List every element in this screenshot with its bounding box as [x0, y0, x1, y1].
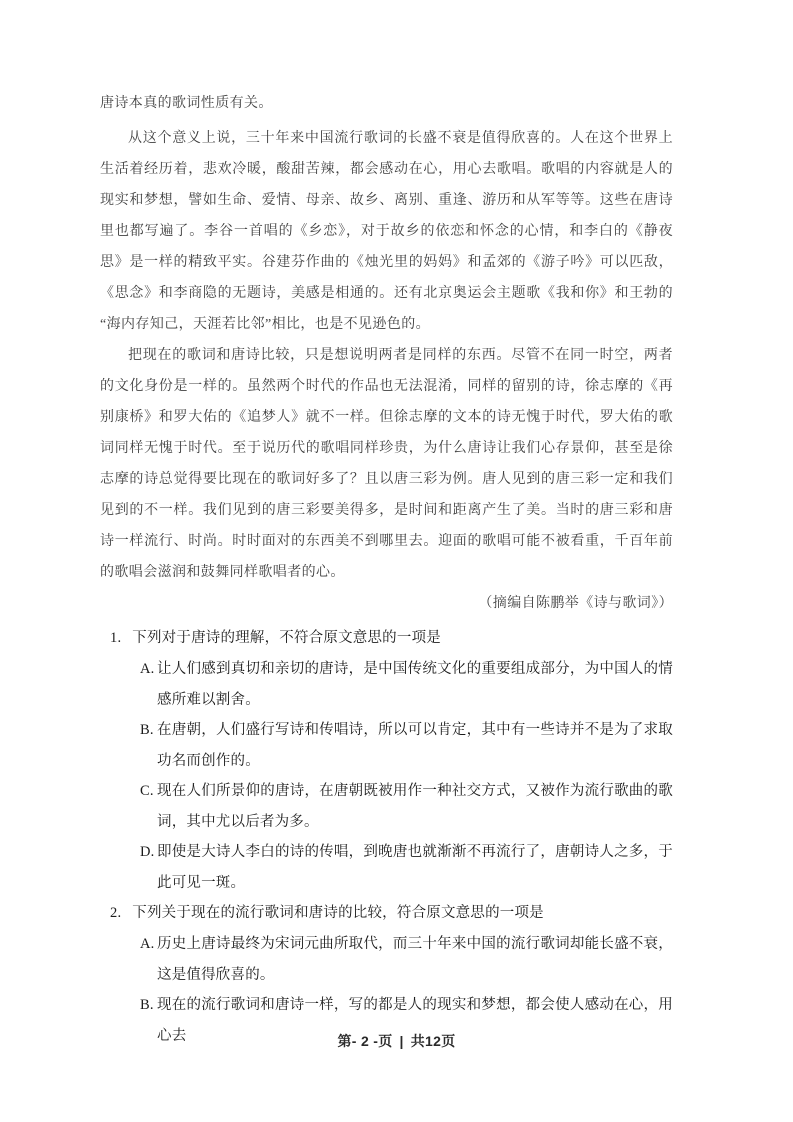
page-content	[100, 88, 673, 1051]
option-text-a: 历史上唐诗最终为宋词元曲所取代，而三十年来中国的流行歌词却能长盛不衰，这是值得欣喜的。	[157, 936, 673, 983]
option-text-a: 让人们感到真切和亲切的唐诗，是中国传统文化的重要组成部分，为中国人的情感所难以割舍。	[157, 661, 673, 708]
question-1-number: 1.	[110, 630, 122, 646]
option-text-d: 即使是大诗人李白的诗的传唱，到晚唐也就渐渐不再流行了，唐朝诗人之多，于此可见一斑。	[157, 844, 673, 891]
option-label-a: A.	[140, 936, 155, 952]
page-footer	[0, 1031, 793, 1051]
question-1-option-b	[100, 715, 673, 776]
option-label-b: B.	[140, 722, 154, 738]
question-2-option-a	[100, 929, 673, 990]
option-label-b: B.	[140, 997, 154, 1013]
option-text-c: 现在人们所景仰的唐诗，在唐朝既被用作一种社交方式，又被作为流行歌曲的歌词，其中尤以后者为多。	[157, 783, 673, 830]
passage-paragraph-3: 把现在的歌词和唐诗比较，只是想说明两者是同样的东西。尽管不在同一时空，两者的文化身份是一样的。虽然两个时代的作品也无法混淆，同样的留别的诗，徐志摩的《再别康桥》和罗大佑的《追梦人》就不一样。但徐志摩的文本的诗无愧于时代，罗大佑的歌词同样无愧于时代。至于说历代的歌唱同样珍贵，为什么唐诗让我们心存景仰，甚至是徐志摩的诗总觉得要比现在的歌词好多了？且以唐三彩为例。唐人见到的唐三彩一定和我们见到的不一样。我们见到的唐三彩要美得多，是时间和距离产生了美。当时的唐三彩和唐诗一样流行、时尚。时时面对的东西美不到哪里去。迎面的歌唱可能不被看重，千百年前的歌唱会滋润和鼓舞同样歌唱者的心。	[100, 348, 673, 580]
question-1-option-d	[100, 837, 673, 898]
question-2-stem: 下列关于现在的流行歌词和唐诗的比较，符合原文意思的一项是	[132, 905, 544, 921]
option-label-a: A.	[140, 661, 155, 677]
question-1-stem-row	[100, 623, 673, 654]
passage-paragraph-1: 唐诗本真的歌词性质有关。	[100, 96, 273, 111]
option-text-b: 在唐朝，人们盛行写诗和传唱诗，所以可以肯定，其中有一些诗并不是为了求取功名而创作的。	[157, 722, 673, 769]
option-label-c: C.	[140, 783, 154, 799]
question-1-option-a	[100, 654, 673, 715]
question-2	[100, 898, 673, 1051]
page-number-indicator: 第- 2 -页	[337, 1033, 393, 1049]
question-2-stem-row	[100, 898, 673, 929]
option-label-d: D.	[140, 844, 155, 860]
question-1-option-c	[100, 776, 673, 837]
question-1	[100, 623, 673, 898]
question-2-number: 2.	[110, 905, 122, 921]
total-pages-indicator: 共12页	[410, 1033, 456, 1049]
question-1-stem: 下列对于唐诗的理解，不符合原文意思的一项是	[132, 630, 441, 646]
option-text-b: 现在的流行歌词和唐诗一样，写的都是人的现实和梦想，都会使人感动在心，用心去	[157, 997, 673, 1044]
passage-paragraph-2: 从这个意义上说，三十年来中国流行歌词的长盛不衰是值得欣喜的。人在这个世界上生活着经历着，悲欢冷暖，酸甜苦辣，都会感动在心，用心去歌唱。歌唱的内容就是人的现实和梦想，譬如生命、爱情、母亲、故乡、离别、重逢、游历和从军等等。这些在唐诗里也都写遍了。李谷一首唱的《乡恋》，对于故乡的依恋和怀念的心情，和李白的《静夜思》是一样的精致平实。谷建芬作曲的《烛光里的妈妈》和孟郊的《游子吟》可以匹敌，《思念》和李商隐的无题诗，美感是相通的。还有北京奥运会主题歌《我和你》和王勃的“海内存知己，天涯若比邻”相比，也是不见逊色的。	[100, 131, 673, 332]
passage-attribution: （摘编自陈鹏举《诗与歌词》）	[478, 596, 673, 611]
footer-separator: |	[399, 1033, 404, 1049]
